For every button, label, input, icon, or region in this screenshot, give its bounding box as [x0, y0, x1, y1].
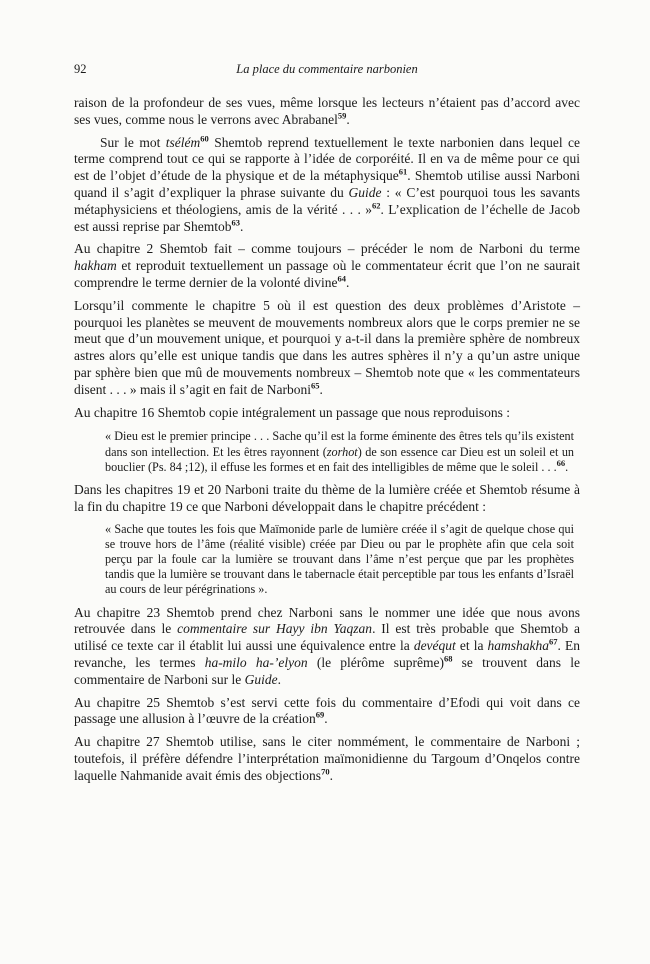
block-quote: [105, 522, 574, 598]
text-run: Au chapitre 27 Shemtob utilise, sans le citer nommément, le commentaire de Narboni ; toutefois, il préfère défendre l’interprétation maïmonidienne du Targoum d’Onqelos contre laquelle Nahmanide avait émis des objections: [74, 734, 580, 783]
text-run: .: [346, 274, 350, 290]
text-run: : « C’est pourquoi tous les savants métaphysiciens et théologiens, amis de la vérité . . . »: [74, 184, 580, 217]
footnote-ref: 61: [398, 166, 408, 177]
footnote-ref: 65: [310, 380, 320, 391]
running-title: La place du commentaire narbonien: [236, 62, 418, 76]
footnote-ref: 59: [337, 110, 347, 121]
italic-term: hakham: [74, 258, 117, 274]
text-run: Dans les chapitres 19 et 20 Narboni traite du thème de la lumière créée et Shemtob résume à la fin du chapitre 19 ce que Narboni développait dans le chapitre précédent :: [74, 481, 580, 514]
text-run: raison de la profondeur de ses vues, même lorsque les lecteurs n’étaient pas d’accord avec ses vues, comme nous le verrons avec Abrabanel: [74, 95, 580, 127]
page-header: [74, 62, 580, 80]
paragraph: [74, 695, 580, 729]
paragraph: [74, 405, 580, 422]
text-run: . Il est très probable que Shemtob a utilisé ce texte car il établit lui aussi une équivalence entre la: [74, 621, 580, 654]
text-run: .: [277, 671, 281, 687]
text-run: . En revanche, les termes: [74, 638, 580, 670]
text-run: ) de son essence car Dieu est un soleil et un bouclier (Ps. 84 ;12), il effuse les formes et en fait des intelligibles de même que le soleil . . .: [105, 444, 575, 474]
text-run: .: [329, 767, 333, 783]
text-run: . L’explication de l’échelle de Jacob est aussi reprise par Shemtob: [74, 201, 580, 234]
footnote-ref: 67: [549, 636, 558, 647]
paragraph: [74, 734, 580, 784]
paragraph: [74, 95, 580, 129]
italic-term: tsélém: [165, 134, 201, 150]
paragraph: [74, 482, 580, 516]
text-run: Shemtob reprend textuellement le texte narbonien dans lequel ce terme comprend tout ce qui se rapporte à l’idée de corporéité. Il en va de même pour ce qui est de l’objet d’étude de la physique et de la métaphysique: [74, 134, 580, 184]
text-run: Au chapitre 25 Shemtob s’est servi cette fois du commentaire d’Efodi qui voit dans ce passage une allusion à l’œuvre de la création: [74, 694, 580, 727]
text-run: .: [239, 218, 244, 234]
text-run: Au chapitre 16 Shemtob copie intégralement un passage que nous reproduisons :: [74, 404, 511, 420]
text-run: Lorsqu’il commente le chapitre 5 où il est question des deux problèmes d’Aristote – pourquoi les planètes se meuvent de mouvements nombreux alors que le corps premier ne se meut que d’un mouvement unique, et pourquoi y a-t-il dans la première sphère de nombreux astres alors qu’elle est unique tandis que dans les autres sphères il n’y a qu’un astre unique par sphère bien que mû de mouvements nombreux – Shemtob note que « les commentateurs disent . . . » mais il s’agit en fait de Narboni: [74, 297, 580, 397]
footnote-ref: 70: [321, 766, 330, 777]
text-run: et reproduit textuellement un passage où le commentateur écrit que l’on ne saurait comprendre le terme dernier de la volonté divine: [74, 258, 580, 290]
text-run: . Shemtob utilise aussi Narboni quand il s’agit d’expliquer la phrase suivante du: [74, 168, 580, 200]
body-text: [74, 95, 580, 791]
paragraph: [74, 605, 580, 689]
text-run: Sur le mot: [100, 134, 166, 150]
paragraph: [74, 241, 580, 291]
text-run: Au chapitre 2 Shemtob fait – comme toujours – précéder le nom de Narboni du terme: [74, 241, 580, 257]
page-number: 92: [74, 62, 87, 76]
text-run: se trouvent dans le commentaire de Narboni sur le: [74, 654, 580, 687]
text-run: « Sache que toutes les fois que Maïmonide parle de lumière créée il s’agit de quelque chose qui se trouve hors de l’âme (réalité visible) créée par Dieu ou par le prophète afin que cela soit perçu par la foule car la lumière se trouvant dans l’âme n’est perçue que par les prophètes tandis que la lumière se trouvant dans le tabernacle était perceptible par tous les enfants d’Israël au cours de leur pérégrinations ».: [105, 521, 574, 597]
italic-term: zorhot: [326, 444, 358, 459]
paragraph: [74, 298, 580, 399]
text-run: .: [346, 111, 350, 127]
italic-term: hamshakha: [487, 638, 550, 654]
footnote-ref: 64: [337, 273, 347, 284]
footnote-ref: 60: [200, 133, 209, 144]
italic-term: Guide: [348, 184, 382, 200]
italic-term: devéqut: [413, 638, 456, 654]
text-run: .: [324, 711, 328, 727]
block-quote: [105, 429, 574, 475]
footnote-ref: 62: [372, 200, 381, 211]
footnote-ref: 69: [315, 709, 325, 720]
italic-term: ha-milo ha-’elyon: [204, 654, 308, 670]
text-run: .: [565, 459, 569, 474]
text-run: Au chapitre 23 Shemtob prend chez Narboni sans le nommer une idée que nous avons retrouvée dans le: [74, 604, 580, 637]
footnote-ref: 68: [443, 653, 453, 664]
footnote-ref: 66: [556, 457, 566, 468]
footnote-ref: 63: [231, 217, 240, 228]
text-run: « Dieu est le premier principe . . . Sache qu’il est la forme éminente des êtres tels qu’ils existent dans son intellection. Et les êtres rayonnent (: [105, 429, 574, 459]
text-run: (le plérôme suprême): [307, 654, 444, 670]
italic-term: commentaire sur Hayy ibn Yaqzan: [177, 621, 373, 637]
text-run: .: [319, 381, 323, 397]
italic-term: Guide: [244, 671, 278, 687]
text-run: et la: [455, 638, 488, 654]
paragraph: [74, 135, 580, 236]
